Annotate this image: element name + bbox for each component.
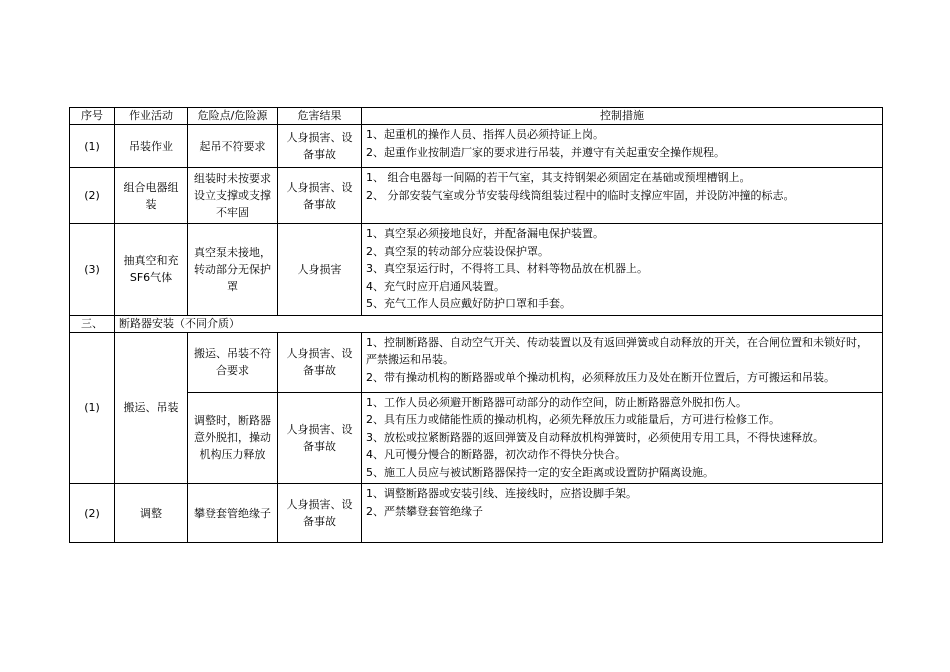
measure-item: 5、施工人员应与被试断路器保持一定的安全距离或设置防护隔离设施。 — [366, 465, 714, 479]
measure-item: 2、起重作业按制造厂家的要求进行吊装，并遵守有关起重安全操作规程。 — [366, 145, 725, 159]
row-no: (3) — [70, 224, 115, 316]
row-no: (1) — [70, 332, 115, 484]
row-result: 人身损害、设备事故 — [278, 125, 362, 168]
table-row — [70, 168, 883, 224]
row-measures — [362, 392, 883, 484]
header-hazard: 危险点/危险源 — [188, 108, 278, 125]
row-activity: 调整 — [115, 484, 188, 543]
row-hazard: 起吊不符要求 — [188, 125, 278, 168]
row-result: 人身损害、设备事故 — [278, 332, 362, 392]
measure-item: 1、 组合电器每一间隔的若干气室，其支持钢架必须固定在基础或预埋槽钢上。 — [366, 171, 751, 184]
table-row — [70, 125, 883, 168]
row-hazard: 攀登套管绝缘子 — [188, 484, 278, 543]
row-hazard: 搬运、吊装不符合要求 — [188, 332, 278, 392]
section-title: 断路器安装（不同介质） — [115, 315, 883, 332]
measure-item: 3、放松或拉紧断路器的返回弹簧及自动释放机构弹簧时，必须使用专用工具，不得快速释放。 — [366, 430, 824, 444]
row-activity: 搬运、吊装 — [115, 332, 188, 484]
measure-item: 2、真空泵的转动部分应装设保护罩。 — [366, 244, 549, 258]
row-result: 人身损害、设备事故 — [278, 392, 362, 484]
table-row — [70, 224, 883, 316]
table-header-row — [70, 108, 883, 125]
section-no: 三、 — [70, 315, 115, 332]
row-hazard: 调整时，断路器意外脱扣，操动机构压力释放 — [188, 392, 278, 484]
row-measures — [362, 168, 883, 224]
row-measures — [362, 484, 883, 543]
header-activity: 作业活动 — [115, 108, 188, 125]
header-result: 危害结果 — [278, 108, 362, 125]
measure-item: 3、真空泵运行时，不得将工具、材料等物品放在机器上。 — [366, 262, 648, 275]
row-hazard: 组装时未按要求设立支撑或支撑不牢固 — [188, 168, 278, 224]
row-measures — [362, 332, 883, 392]
measure-item: 1、起重机的操作人员、指挥人员必须持证上岗。 — [366, 128, 604, 141]
measure-item: 4、凡可慢分慢合的断路器，初次动作不得快分快合。 — [366, 448, 626, 461]
row-activity: 组合电器组装 — [115, 168, 188, 224]
header-no: 序号 — [70, 108, 115, 125]
row-activity: 吊装作业 — [115, 125, 188, 168]
header-measures: 控制措施 — [362, 108, 883, 125]
row-no: (2) — [70, 484, 115, 543]
row-measures — [362, 224, 883, 316]
row-result: 人身损害 — [278, 224, 362, 316]
row-measures — [362, 125, 883, 168]
row-activity: 抽真空和充SF6气体 — [115, 224, 188, 316]
measure-item: 1、调整断路器或安装引线、连接线时，应搭设脚手架。 — [366, 487, 637, 500]
row-hazard: 真空泵未接地，转动部分无保护罩 — [188, 224, 278, 316]
row-result: 人身损害、设备事故 — [278, 168, 362, 224]
measure-item: 1、工作人员必须避开断路器可动部分的动作空间，防止断路器意外脱扣伤人。 — [366, 395, 747, 409]
measure-item: 2、具有压力或储能性质的操动机构，必须先释放压力或能量后，方可进行检修工作。 — [366, 413, 780, 426]
measure-item: 2、 分部安装气室或分节安装母线筒组装过程中的临时支撑应牢固，并设防冲撞的标志。 — [366, 188, 795, 202]
table-row — [70, 484, 883, 543]
measure-item: 2、严禁攀登套管绝缘子 — [366, 504, 483, 518]
row-no: (2) — [70, 168, 115, 224]
measure-item: 4、充气时应开启通风装置。 — [366, 279, 505, 293]
row-result: 人身损害、设备事故 — [278, 484, 362, 543]
table-row — [70, 392, 883, 484]
measure-item: 1、真空泵必须接地良好，并配备漏电保护装置。 — [366, 227, 604, 240]
risk-control-table — [69, 107, 883, 543]
measure-item: 1、控制断路器、自动空气开关、传动装置以及有返回弹簧或自动释放的开关，在合闸位置和未锁好时，严禁搬运和吊装。 — [366, 335, 868, 366]
measure-item: 5、充气工作人员应戴好防护口罩和手套。 — [366, 297, 571, 310]
table-row — [70, 332, 883, 392]
row-no: (1) — [70, 125, 115, 168]
measure-item: 2、带有操动机构的断路器或单个操动机构，必须释放压力及处在断开位置后，方可搬运和吊装。 — [366, 370, 835, 384]
section-row — [70, 315, 883, 332]
